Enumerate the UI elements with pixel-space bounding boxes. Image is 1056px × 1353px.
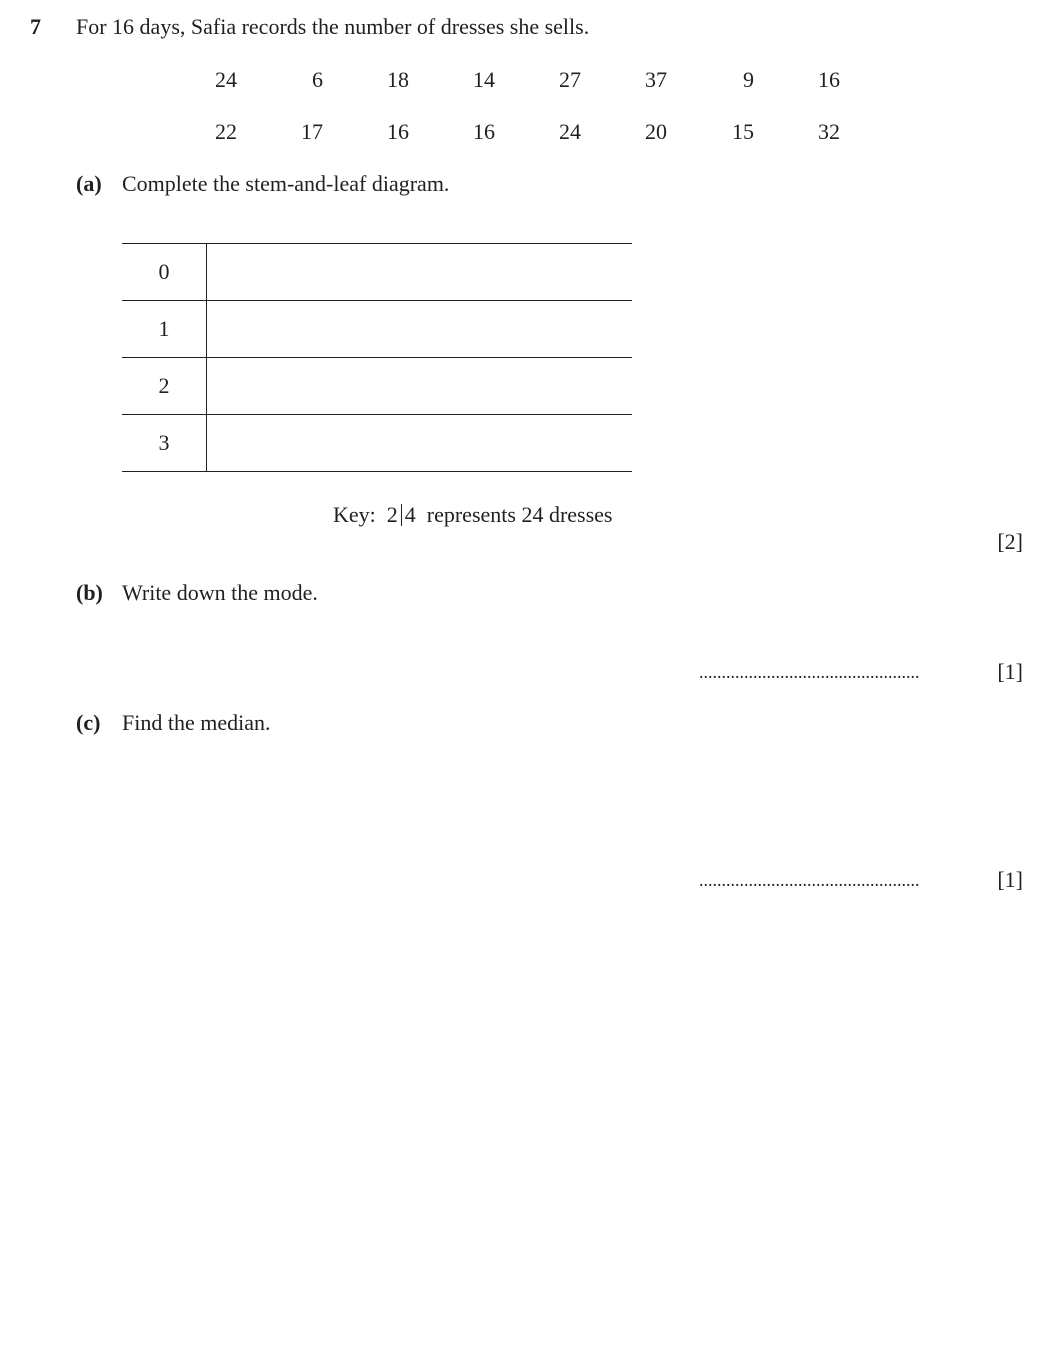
key-stem: 2 xyxy=(386,502,398,527)
data-value: 9 xyxy=(743,67,754,92)
data-value: 22 xyxy=(215,119,237,144)
stem-cell: 1 xyxy=(122,301,207,358)
leaf-cell[interactable] xyxy=(207,358,633,415)
data-value: 17 xyxy=(301,119,323,144)
data-value: 15 xyxy=(732,119,754,144)
stem-cell: 3 xyxy=(122,415,207,472)
question-number: 7 xyxy=(30,14,41,39)
table-row xyxy=(122,244,632,301)
stem-and-leaf-table xyxy=(122,243,632,472)
key-prefix: Key: xyxy=(333,502,376,527)
part-b-label: (b) xyxy=(76,580,103,605)
data-value: 16 xyxy=(473,119,495,144)
data-value: 16 xyxy=(387,119,409,144)
question-text: For 16 days, Safia records the number of dresses she sells. xyxy=(76,14,590,39)
key-description: represents 24 dresses xyxy=(426,502,613,527)
leaf-cell[interactable] xyxy=(207,301,633,358)
data-value: 14 xyxy=(473,67,495,92)
part-c-answer-line[interactable]: ................................................. xyxy=(699,870,920,890)
part-b-marks: [1] xyxy=(997,659,1023,684)
part-c-text: Find the median. xyxy=(122,710,271,735)
key xyxy=(333,502,613,528)
data-value: 18 xyxy=(387,67,409,92)
leaf-cell[interactable] xyxy=(207,415,633,472)
part-a-label: (a) xyxy=(76,171,102,196)
stem-cell: 0 xyxy=(122,244,207,301)
part-a-text: Complete the stem-and-leaf diagram. xyxy=(122,171,450,196)
data-value: 27 xyxy=(559,67,581,92)
data-value: 16 xyxy=(818,67,840,92)
key-leaf: 4 xyxy=(404,502,416,527)
data-value: 32 xyxy=(818,119,840,144)
part-c-marks: [1] xyxy=(997,867,1023,892)
data-value: 24 xyxy=(215,67,237,92)
data-value: 20 xyxy=(645,119,667,144)
table-row xyxy=(122,358,632,415)
data-value: 37 xyxy=(645,67,667,92)
part-c-label: (c) xyxy=(76,710,101,735)
key-divider xyxy=(401,504,402,526)
table-row xyxy=(122,301,632,358)
stem-cell: 2 xyxy=(122,358,207,415)
data-value: 24 xyxy=(559,119,581,144)
data-value: 6 xyxy=(312,67,323,92)
part-a-marks: [2] xyxy=(997,529,1023,554)
leaf-cell[interactable] xyxy=(207,244,633,301)
part-b-text: Write down the mode. xyxy=(122,580,318,605)
part-b-answer-line[interactable]: ................................................. xyxy=(699,662,920,682)
table-row xyxy=(122,415,632,472)
